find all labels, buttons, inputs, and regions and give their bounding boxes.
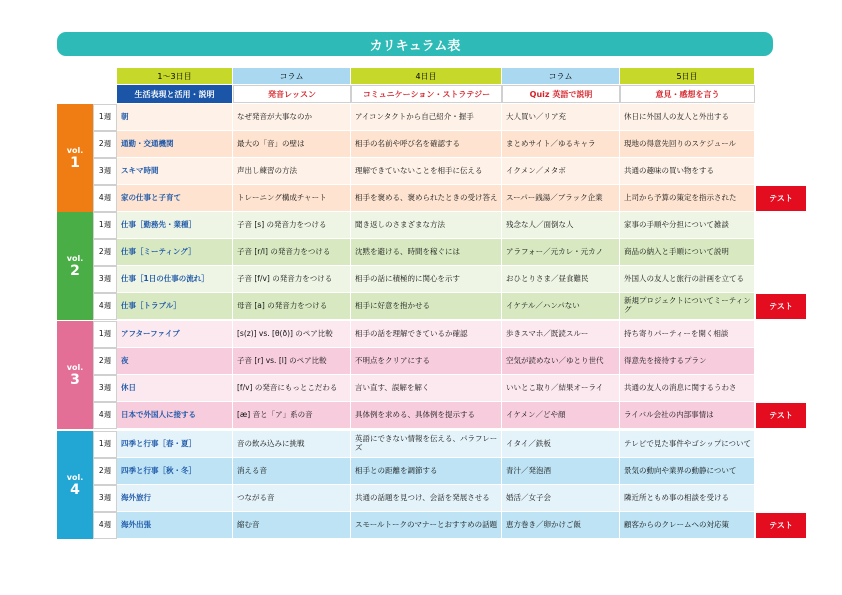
topic-cell: 家の仕事と子育て [117, 185, 233, 212]
week-cell: 3週 [93, 266, 117, 293]
pronunciation-cell: つながる音 [233, 485, 351, 512]
pronunciation-cell: 子音 [r] vs. [l] のペア比較 [233, 348, 351, 375]
quiz-cell: イケテル／ハンパない [502, 293, 620, 320]
strategy-cell: 聞き返しのさまざまな方法 [351, 212, 502, 239]
topic-cell: 日本で外国人に接する [117, 402, 233, 429]
pronunciation-cell: 母音 [a] の発音力をつける [233, 293, 351, 320]
header-day-4: 4日目 [351, 68, 502, 84]
strategy-cell: 相手の話に積極的に関心を示す [351, 266, 502, 293]
quiz-cell: 空気が読めない／ゆとり世代 [502, 348, 620, 375]
table-row [93, 348, 755, 375]
table-row [93, 321, 755, 348]
test-badge: テスト [756, 403, 806, 428]
table-row [93, 402, 755, 429]
opinion-cell: テレビで見た事件やゴシップについて [620, 431, 755, 458]
topic-cell: 朝 [117, 104, 233, 131]
topic-cell: 夜 [117, 348, 233, 375]
strategy-cell: 不明点をクリアにする [351, 348, 502, 375]
topic-cell: 仕事［ミーティング］ [117, 239, 233, 266]
vol-number: 4 [70, 481, 80, 498]
pronunciation-cell: 子音 [f/v] の発音力をつける [233, 266, 351, 293]
pronunciation-cell: 子音 [s] の発音力をつける [233, 212, 351, 239]
strategy-cell: 相手に好意を抱かせる [351, 293, 502, 320]
header-day-5: 5日目 [620, 68, 755, 84]
strategy-cell: 共通の話題を見つけ、会話を発展させる [351, 485, 502, 512]
table-row [93, 266, 755, 293]
topic-cell: 四季と行事［秋・冬］ [117, 458, 233, 485]
header-topic-life: 生活表現と活用・説明 [117, 85, 233, 103]
test-badge: テスト [756, 186, 806, 211]
week-cell: 4週 [93, 293, 117, 320]
quiz-cell: 歩きスマホ／既読スルー [502, 321, 620, 348]
week-cell: 1週 [93, 212, 117, 239]
vol-prefix: vol. [66, 362, 84, 372]
quiz-cell: 婚活／女子会 [502, 485, 620, 512]
strategy-cell: 相手との距離を調節する [351, 458, 502, 485]
strategy-cell: 相手の名前や呼び名を確認する [351, 131, 502, 158]
header-topic-opinion: 意見・感想を言う [620, 85, 755, 103]
pronunciation-cell: 消える音 [233, 458, 351, 485]
opinion-cell: 外国人の友人と旅行の計画を立てる [620, 266, 755, 293]
table-row [93, 375, 755, 402]
week-cell: 3週 [93, 485, 117, 512]
pronunciation-cell: 最大の「音」の壁は [233, 131, 351, 158]
topic-cell: 休日 [117, 375, 233, 402]
header-column-1: コラム [233, 68, 351, 84]
quiz-cell: 青汁／発泡酒 [502, 458, 620, 485]
pronunciation-cell: トレーニング構成チャート [233, 185, 351, 212]
vol-prefix: vol. [66, 472, 84, 482]
week-cell: 1週 [93, 431, 117, 458]
opinion-cell: 顧客からのクレームへの対応策 [620, 512, 755, 539]
topic-cell: スキマ時間 [117, 158, 233, 185]
opinion-cell: ライバル会社の内部事情は [620, 402, 755, 429]
opinion-cell: 現地の得意先回りのスケジュール [620, 131, 755, 158]
strategy-cell: アイコンタクトから自己紹介・握手 [351, 104, 502, 131]
topic-cell: アフターファイブ [117, 321, 233, 348]
pronunciation-cell: [æ] 音と「ア」系の音 [233, 402, 351, 429]
opinion-cell: 持ち寄りパーティーを開く相談 [620, 321, 755, 348]
pronunciation-cell: [f/v] の発音にもっとこだわる [233, 375, 351, 402]
opinion-cell: 商品の納入と手順について説明 [620, 239, 755, 266]
topic-cell: 海外旅行 [117, 485, 233, 512]
quiz-cell: イタイ／鉄板 [502, 431, 620, 458]
header-topics [117, 85, 755, 103]
vol-4-label [57, 431, 93, 539]
week-cell: 4週 [93, 512, 117, 539]
table-row [93, 431, 755, 458]
quiz-cell: いいとこ取り／結果オーライ [502, 375, 620, 402]
quiz-cell: イケメン／どや顔 [502, 402, 620, 429]
vol-number: 1 [70, 154, 80, 171]
week-cell: 4週 [93, 402, 117, 429]
vol-2-label [57, 212, 93, 320]
strategy-cell: 沈黙を避ける、時間を稼ぐには [351, 239, 502, 266]
opinion-cell: 家事の手順や分担について雑談 [620, 212, 755, 239]
opinion-cell: 得意先を接待するプラン [620, 348, 755, 375]
test-badge: テスト [756, 294, 806, 319]
strategy-cell: スモールトークのマナーとおすすめの話題 [351, 512, 502, 539]
pronunciation-cell: 音の飲み込みに挑戦 [233, 431, 351, 458]
header-column-2: コラム [502, 68, 620, 84]
opinion-cell: 上司から予算の策定を指示された [620, 185, 755, 212]
pronunciation-cell: 縮む音 [233, 512, 351, 539]
strategy-cell: 相手の話を理解できているか確認 [351, 321, 502, 348]
opinion-cell: 景気の動向や業界の動静について [620, 458, 755, 485]
week-cell: 2週 [93, 239, 117, 266]
topic-cell: 通勤・交通機関 [117, 131, 233, 158]
opinion-cell: 共通の友人の消息に関するうわさ [620, 375, 755, 402]
vol-prefix: vol. [66, 145, 84, 155]
opinion-cell: 新規プロジェクトについてミーティング [620, 293, 755, 320]
quiz-cell: イクメン／メタボ [502, 158, 620, 185]
header-topic-pronunciation: 発音レッスン [233, 85, 351, 103]
topic-cell: 仕事［1日の仕事の流れ］ [117, 266, 233, 293]
quiz-cell: 残念な人／面倒な人 [502, 212, 620, 239]
week-cell: 2週 [93, 131, 117, 158]
table-row [93, 239, 755, 266]
opinion-cell: 休日に外国人の友人と外出する [620, 104, 755, 131]
quiz-cell: 大人買い／リア充 [502, 104, 620, 131]
test-badge: テスト [756, 513, 806, 538]
vol-1-label [57, 104, 93, 212]
topic-cell: 海外出張 [117, 512, 233, 539]
strategy-cell: 言い直す、誤解を解く [351, 375, 502, 402]
quiz-cell: まとめサイト／ゆるキャラ [502, 131, 620, 158]
week-cell: 1週 [93, 104, 117, 131]
week-cell: 3週 [93, 158, 117, 185]
quiz-cell: スーパー銭湯／ブラック企業 [502, 185, 620, 212]
table-row [93, 485, 755, 512]
week-cell: 2週 [93, 458, 117, 485]
opinion-cell: 共通の趣味の買い物をする [620, 158, 755, 185]
strategy-cell: 理解できていないことを相手に伝える [351, 158, 502, 185]
quiz-cell: アラフォー／元カレ・元カノ [502, 239, 620, 266]
header-topic-communication: コミュニケーション・ストラテジー [351, 85, 502, 103]
table-row [93, 158, 755, 185]
table-row [93, 104, 755, 131]
header-topic-quiz: Quiz 英語で説明 [502, 85, 620, 103]
quiz-cell: おひとりさま／昼食難民 [502, 266, 620, 293]
strategy-cell: 相手を褒める、褒められたときの受け答え [351, 185, 502, 212]
topic-cell: 仕事［トラブル］ [117, 293, 233, 320]
table-row [93, 131, 755, 158]
vol-number: 2 [70, 262, 80, 279]
table-row [93, 185, 755, 212]
header-days [117, 68, 755, 84]
week-cell: 4週 [93, 185, 117, 212]
vol-3-label [57, 321, 93, 429]
pronunciation-cell: なぜ発音が大事なのか [233, 104, 351, 131]
header-day-1-3: 1～3日目 [117, 68, 233, 84]
strategy-cell: 英語にできない情報を伝える、パラフレーズ [351, 431, 502, 458]
table-row [93, 458, 755, 485]
topic-cell: 仕事［勤務先・業種］ [117, 212, 233, 239]
strategy-cell: 具体例を求める、具体例を提示する [351, 402, 502, 429]
pronunciation-cell: [s(z)] vs. [θ(ð)] のペア比較 [233, 321, 351, 348]
table-row [93, 512, 755, 539]
week-cell: 3週 [93, 375, 117, 402]
week-cell: 1週 [93, 321, 117, 348]
pronunciation-cell: 声出し練習の方法 [233, 158, 351, 185]
week-cell: 2週 [93, 348, 117, 375]
table-row [93, 293, 755, 320]
pronunciation-cell: 子音 [r/l] の発音力をつける [233, 239, 351, 266]
table-row [93, 212, 755, 239]
opinion-cell: 隣近所ともめ事の相談を受ける [620, 485, 755, 512]
page-title: カリキュラム表 [57, 32, 773, 56]
vol-prefix: vol. [66, 253, 84, 263]
vol-number: 3 [70, 371, 80, 388]
topic-cell: 四季と行事［春・夏］ [117, 431, 233, 458]
quiz-cell: 恵方巻き／卵かけご飯 [502, 512, 620, 539]
